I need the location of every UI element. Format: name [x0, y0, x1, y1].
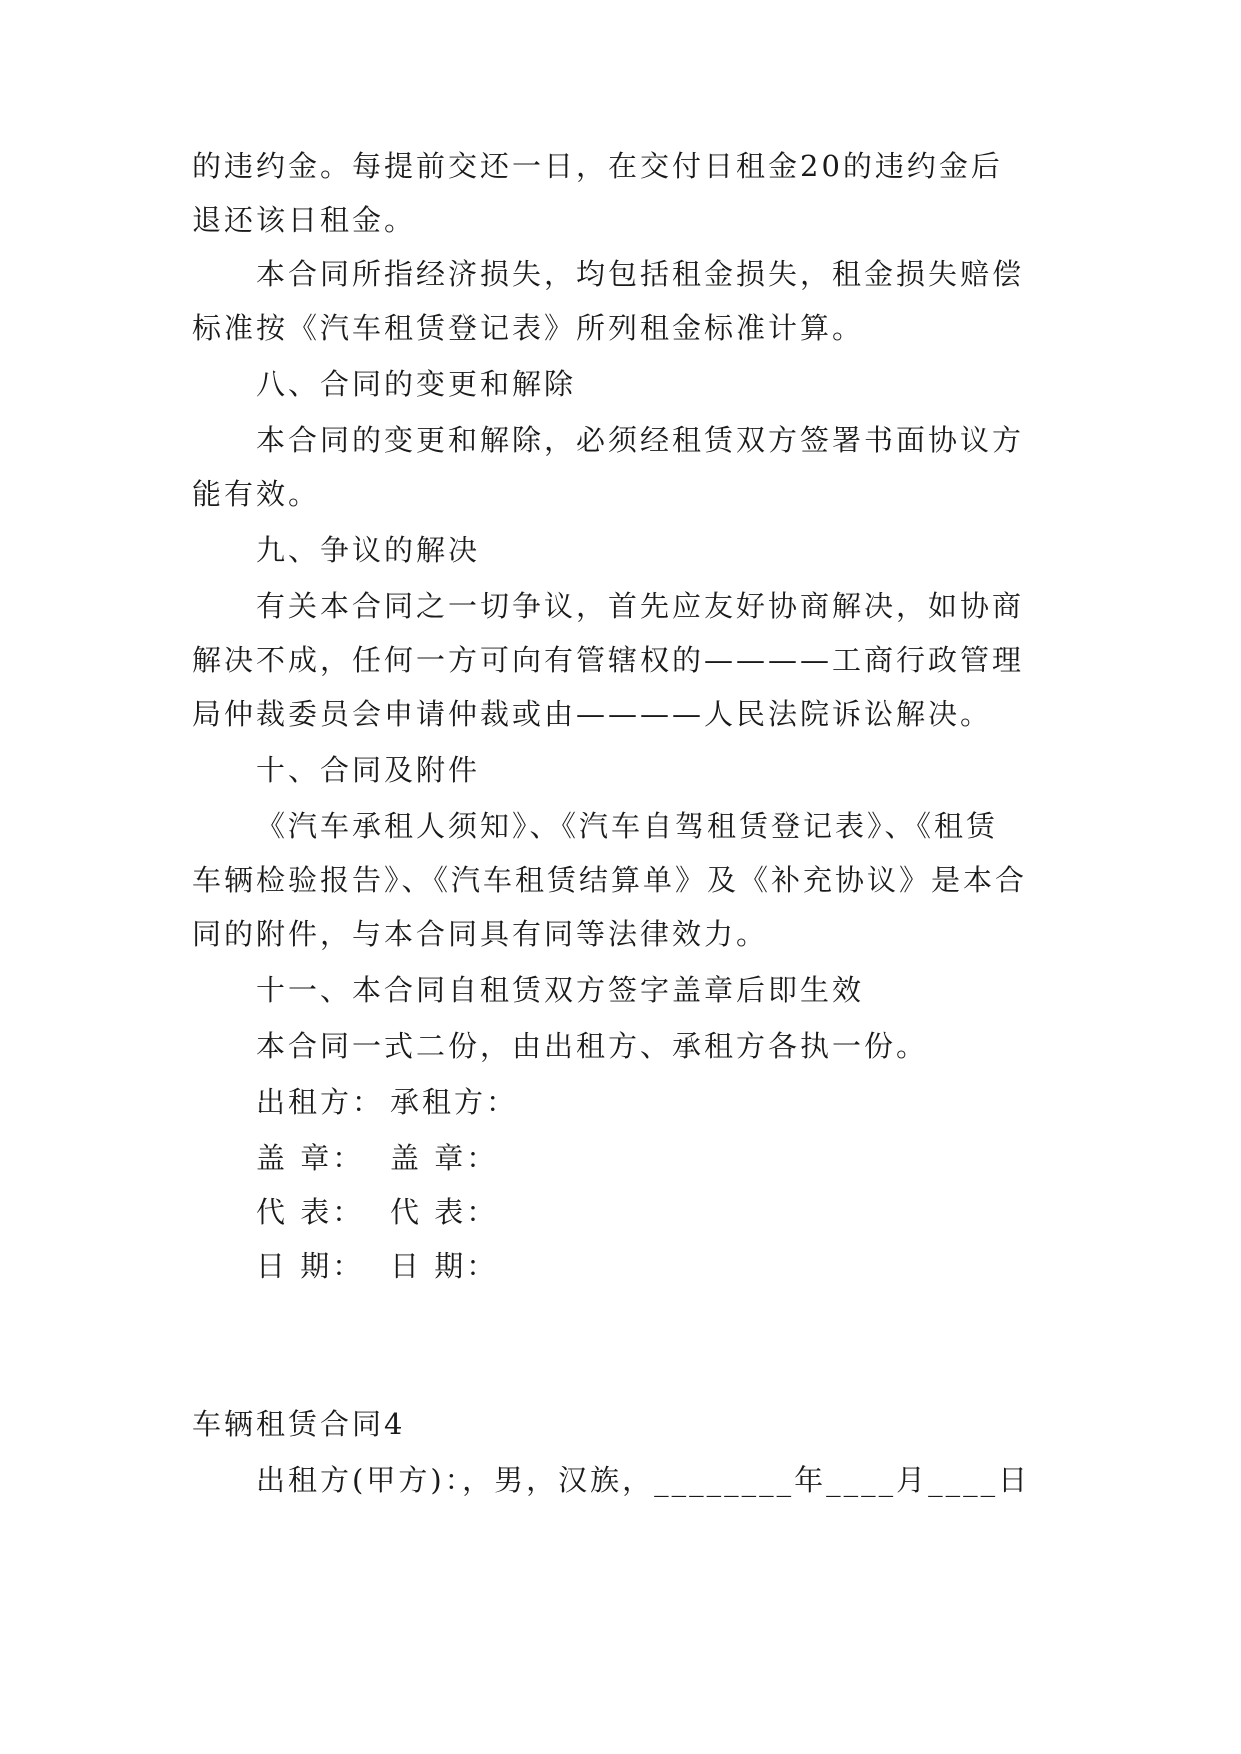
- body-line: 标准按《汽车租赁登记表》所列租金标准计算。: [192, 311, 865, 345]
- paragraph-line: 本合同一式二份，由出租方、承租方各执一份。: [256, 1029, 929, 1063]
- body-line: 的违约金。每提前交还一日，在交付日租金20的违约金后: [192, 149, 1003, 183]
- representative-label: 代 表：: [390, 1195, 499, 1229]
- lessee-label: 承租方：: [390, 1085, 519, 1119]
- signature-row: [256, 1246, 498, 1286]
- section-heading: 八、合同的变更和解除: [256, 367, 577, 401]
- paragraph-line: 本合同的变更和解除，必须经租赁双方签署书面协议方: [256, 423, 1025, 457]
- signature-row: [256, 1082, 518, 1122]
- section-heading: 九、争议的解决: [256, 533, 481, 567]
- paragraph-line: 有关本合同之一切争议，首先应友好协商解决，如协商: [256, 589, 1025, 623]
- seal-label: 盖 章：: [390, 1141, 499, 1175]
- signature-row: [256, 1192, 498, 1232]
- paragraph-line: 本合同所指经济损失，均包括租金损失，租金损失赔偿: [256, 257, 1025, 291]
- section-heading: 十、合同及附件: [256, 753, 481, 787]
- signature-row: [256, 1138, 498, 1178]
- date-label: 日 期：: [256, 1249, 365, 1283]
- section-heading: 十一、本合同自租赁双方签字盖章后即生效: [256, 973, 865, 1007]
- body-line: 能有效。: [192, 477, 321, 511]
- paragraph-line: 《汽车承租人须知》、《汽车自驾租赁登记表》、《租赁: [256, 809, 999, 843]
- seal-label: 盖 章：: [256, 1141, 365, 1175]
- date-label: 日 期：: [390, 1249, 499, 1283]
- paragraph-line: 出租方(甲方)：，男，汉族，________年____月____日: [256, 1463, 1031, 1497]
- body-line: 退还该日租金。: [192, 203, 417, 237]
- body-line: 同的附件，与本合同具有同等法律效力。: [192, 917, 769, 951]
- contract-title: 车辆租赁合同4: [192, 1407, 406, 1441]
- representative-label: 代 表：: [256, 1195, 365, 1229]
- lessor-label: 出租方：: [256, 1085, 385, 1119]
- body-line: 车辆检验报告》、《汽车租赁结算单》及《补充协议》是本合: [192, 863, 1028, 897]
- body-line: 解决不成，任何一方可向有管辖权的————工商行政管理: [192, 643, 1025, 677]
- body-line: 局仲裁委员会申请仲裁或由————人民法院诉讼解决。: [192, 697, 993, 731]
